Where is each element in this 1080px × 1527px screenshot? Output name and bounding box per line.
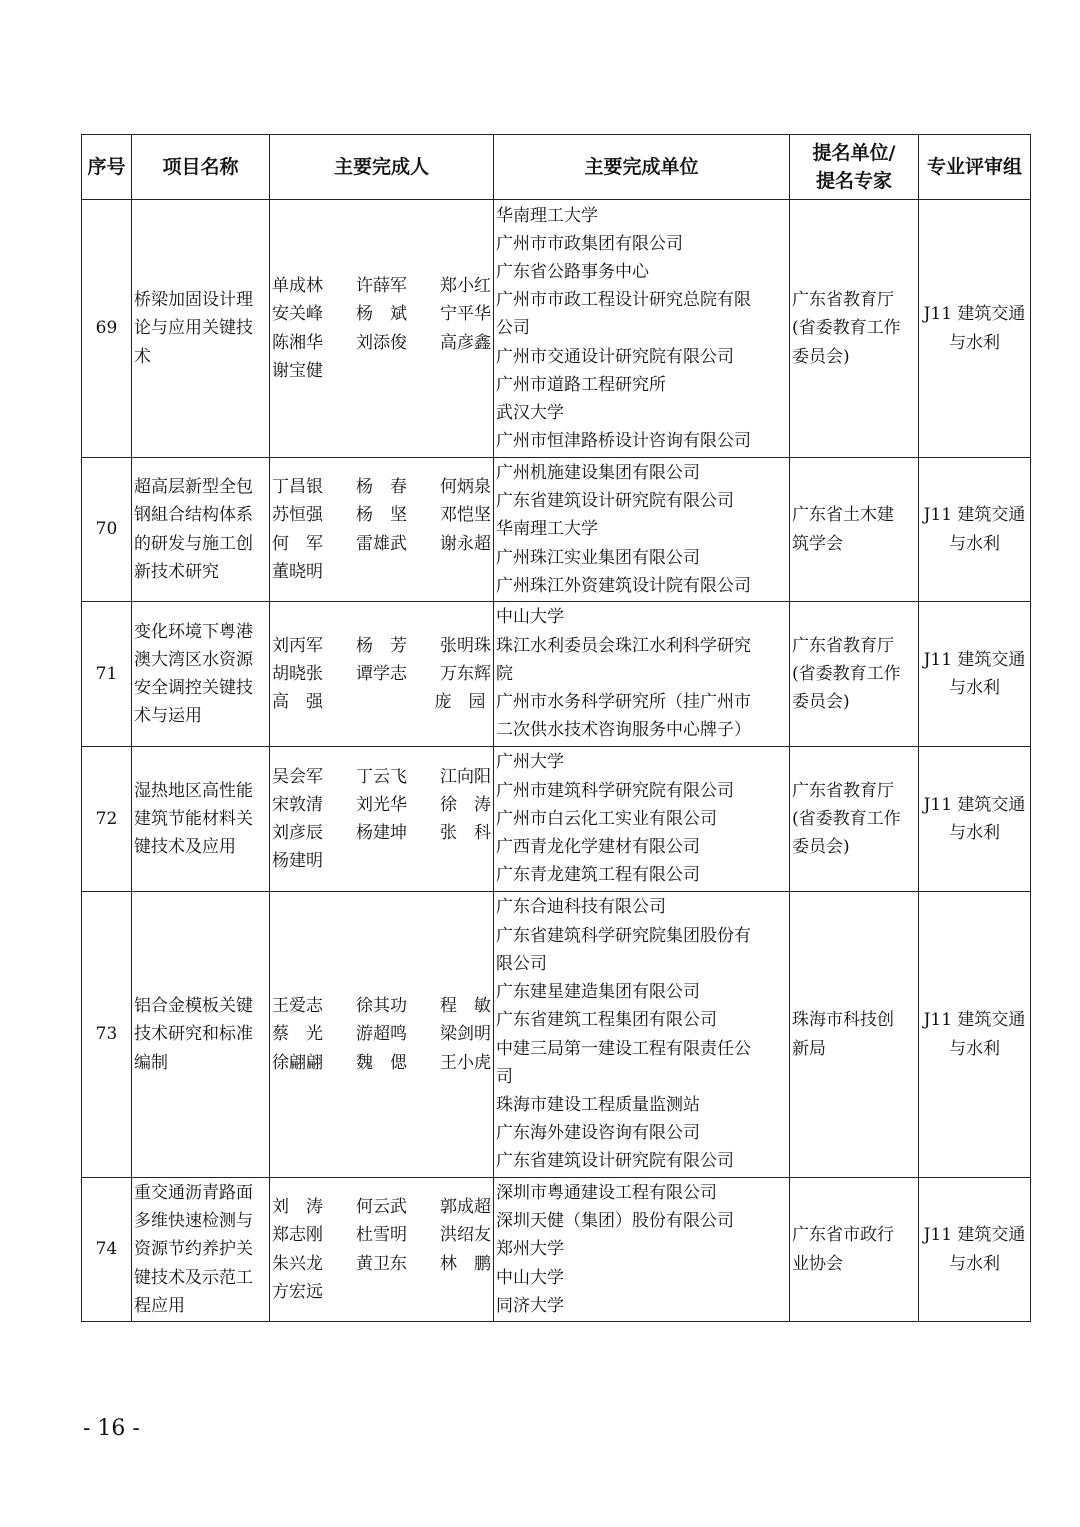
person-name: 张 科	[440, 823, 491, 843]
person-line	[272, 1278, 491, 1306]
nominator-line: (省委教育工作	[792, 808, 901, 829]
person-name: 谭学志	[356, 663, 407, 684]
header-nominator-line: 提名专家	[815, 170, 892, 192]
unit-line: 广东建星建造集团有限公司	[496, 982, 700, 1003]
person-name: 蔡 光	[272, 1024, 323, 1045]
person-name: 邓恺坚	[440, 505, 491, 526]
main-units	[494, 602, 790, 747]
project-name-line: 变化环境下粤港	[134, 621, 253, 642]
person-name: 庞 园	[434, 692, 486, 713]
nominator	[790, 747, 919, 892]
unit-line: 广东省建筑工程集团有限公司	[496, 1010, 717, 1031]
unit-line: 中山大学	[496, 607, 564, 628]
review-group-line: 与水利	[949, 332, 1000, 353]
person-name: 刘光华	[356, 794, 407, 815]
person-name: 安关峰	[272, 304, 323, 325]
person-name: 何云武	[356, 1197, 407, 1218]
unit-line: 广州机施建设集团有限公司	[496, 462, 700, 483]
unit-line: 华南理工大学	[496, 519, 598, 540]
person-name: 宋敦清	[272, 794, 323, 815]
person-line	[272, 791, 491, 819]
unit-line: 广东省公路事务中心	[496, 261, 649, 282]
project-name	[132, 747, 270, 892]
project-name-line: 论与应用关键技	[134, 318, 253, 339]
person-line	[272, 1221, 491, 1249]
nominator	[790, 458, 919, 602]
review-group	[919, 458, 1031, 602]
unit-line: 广州市交通设计研究院有限公司	[496, 346, 734, 367]
person-name: 洪绍友	[440, 1225, 491, 1246]
person-name: 杜雪明	[356, 1225, 407, 1246]
review-group-line: J11 建筑交通	[923, 794, 1026, 815]
unit-line: 司	[496, 1066, 513, 1087]
review-group	[919, 892, 1031, 1178]
main-persons	[270, 602, 494, 747]
person-name: 刘彦辰	[272, 823, 323, 843]
project-name-line: 术与运用	[134, 706, 202, 727]
unit-line: 珠江水利委员会珠江水利科学研究	[496, 635, 751, 656]
person-name: 郑志刚	[272, 1225, 323, 1246]
unit-line: 广东省建筑设计研究院有限公司	[496, 1151, 734, 1172]
unit-line: 广西青龙化学建材有限公司	[496, 837, 700, 858]
person-name: 徐其功	[356, 996, 407, 1017]
project-name-line: 技术研究和标准	[134, 1024, 253, 1045]
review-group-line: 与水利	[949, 1038, 1000, 1059]
nominator	[790, 200, 919, 458]
row-number: 74	[82, 1178, 132, 1322]
project-name-line: 桥梁加固设计理	[134, 290, 253, 311]
review-group	[919, 1178, 1031, 1322]
person-name: 何炳泉	[440, 477, 491, 498]
nominator-line: 新局	[792, 1038, 826, 1059]
person-line	[272, 688, 491, 716]
person-name: 何 军	[272, 533, 323, 554]
person-name: 单成林	[272, 276, 323, 297]
project-name	[132, 892, 270, 1178]
unit-line: 广州市市政工程设计研究总院有限	[496, 290, 751, 311]
person-name: 高 强	[272, 692, 323, 713]
main-persons	[270, 458, 494, 602]
main-units	[494, 892, 790, 1178]
nominator-line: 广东省教育厅	[792, 780, 894, 801]
person-name: 杨建坤	[356, 823, 407, 843]
table-row	[82, 602, 1031, 747]
main-persons	[270, 1178, 494, 1322]
row-number: 73	[82, 892, 132, 1178]
person-name: 林 鹏	[440, 1253, 491, 1274]
person-name: 谢宝健	[272, 360, 323, 381]
person-name: 杨 芳	[356, 635, 407, 656]
person-name: 苏恒强	[272, 505, 323, 526]
project-name	[132, 200, 270, 458]
person-name: 江向阳	[440, 766, 491, 787]
person-name: 吴会军	[272, 766, 323, 787]
nominator-line: 筑学会	[792, 533, 843, 554]
person-name: 胡晓张	[272, 663, 323, 684]
unit-line: 广东合迪科技有限公司	[496, 897, 666, 918]
project-name-line: 术	[134, 346, 151, 367]
person-name: 杨建明	[272, 851, 323, 872]
nominator-line: (省委教育工作	[792, 663, 901, 684]
person-line	[272, 763, 491, 791]
person-name: 雷雄武	[356, 533, 407, 554]
person-name: 王爱志	[272, 996, 323, 1017]
project-name-line: 键技术及应用	[134, 837, 236, 858]
awards-table	[81, 134, 1031, 1322]
person-line	[272, 501, 491, 529]
project-name-line: 钢組合结构体系	[134, 505, 253, 526]
unit-line: 广东青龙建筑工程有限公司	[496, 865, 700, 886]
nominator-line: 广东省土木建	[792, 505, 894, 526]
main-units	[494, 458, 790, 602]
person-name: 张明珠	[440, 635, 491, 656]
person-name: 董晓明	[272, 561, 323, 582]
project-name-line: 澳大湾区水资源	[134, 649, 253, 670]
project-name	[132, 458, 270, 602]
project-name-line: 铝合金模板关键	[134, 996, 253, 1017]
nominator-line: 广东省市政行	[792, 1225, 894, 1246]
person-name: 郑小红	[440, 276, 491, 297]
person-name: 陈湘华	[272, 332, 323, 353]
person-name: 徐 涛	[440, 794, 491, 815]
person-line	[272, 632, 491, 660]
project-name	[132, 1178, 270, 1322]
project-name-line: 超高层新型全包	[134, 477, 253, 498]
table-row	[82, 1178, 1031, 1322]
person-name: 谢永超	[440, 533, 491, 554]
unit-line: 二次供水技术咨询服务中心牌子）	[496, 720, 751, 741]
person-line	[272, 357, 491, 385]
main-persons	[270, 200, 494, 458]
person-line	[272, 847, 491, 875]
person-name: 杨 斌	[356, 304, 407, 325]
nominator-line: 珠海市科技创	[792, 1010, 894, 1031]
unit-line: 深圳天健（集团）股份有限公司	[496, 1211, 734, 1232]
person-name: 丁云飞	[356, 766, 407, 787]
unit-line: 中山大学	[496, 1267, 564, 1288]
header-row	[82, 135, 1031, 200]
unit-line: 广州珠江外资建筑设计院有限公司	[496, 575, 751, 596]
review-group-line: J11 建筑交通	[923, 649, 1026, 670]
unit-line: 广州市恒津路桥设计咨询有限公司	[496, 431, 751, 452]
unit-line: 深圳市粤通建设工程有限公司	[496, 1182, 717, 1203]
review-group-line: 与水利	[949, 533, 1000, 554]
person-name: 刘 涛	[272, 1197, 323, 1218]
person-line	[272, 1020, 491, 1048]
review-group-line: J11 建筑交通	[923, 304, 1026, 325]
nominator	[790, 1178, 919, 1322]
person-line	[272, 272, 491, 300]
row-number: 71	[82, 602, 132, 747]
person-line	[272, 329, 491, 357]
unit-line: 广州市白云化工实业有限公司	[496, 808, 717, 829]
person-name: 许薛军	[356, 276, 407, 297]
review-group-line: J11 建筑交通	[923, 1225, 1026, 1246]
person-name: 魏 偲	[356, 1052, 407, 1073]
person-name: 程 敏	[440, 996, 491, 1017]
project-name-line: 重交通沥青路面	[134, 1182, 253, 1203]
person-name: 高彦鑫	[440, 332, 491, 353]
header-main-units: 主要完成单位	[494, 135, 790, 200]
project-name-line: 建筑节能材料关	[134, 808, 253, 829]
unit-line: 广东海外建设咨询有限公司	[496, 1123, 700, 1144]
nominator-line: 业协会	[792, 1253, 843, 1274]
person-name: 朱兴龙	[272, 1253, 323, 1274]
header-no: 序号	[82, 135, 132, 200]
review-group-line: J11 建筑交通	[923, 1010, 1026, 1031]
main-units	[494, 200, 790, 458]
review-group	[919, 200, 1031, 458]
person-line	[272, 300, 491, 328]
header-project-name: 项目名称	[132, 135, 270, 200]
person-name: 黄卫东	[356, 1253, 407, 1274]
project-name-line: 新技术研究	[134, 561, 219, 582]
person-line	[272, 473, 491, 501]
project-name-line: 资源节约养护关	[134, 1239, 253, 1260]
header-nominator-line: 提名单位/	[812, 142, 896, 164]
unit-line: 广州市建筑科学研究院有限公司	[496, 780, 734, 801]
nominator-line: 委员会)	[792, 346, 850, 367]
row-number: 69	[82, 200, 132, 458]
person-name: 游超鸣	[356, 1024, 407, 1045]
review-group-line: J11 建筑交通	[923, 505, 1026, 526]
unit-line: 华南理工大学	[496, 205, 598, 226]
main-persons	[270, 892, 494, 1178]
nominator-line: 委员会)	[792, 837, 850, 858]
nominator	[790, 892, 919, 1178]
person-name: 杨 坚	[356, 505, 407, 526]
unit-line: 广州市水务科学研究所（挂广州市	[496, 692, 751, 713]
person-line	[272, 819, 491, 847]
nominator-line: (省委教育工作	[792, 318, 901, 339]
person-name: 王小虎	[440, 1052, 491, 1073]
table-body	[82, 200, 1031, 1322]
table-row	[82, 892, 1031, 1178]
project-name-line: 湿热地区高性能	[134, 780, 253, 801]
unit-line: 同济大学	[496, 1295, 564, 1316]
header-main-persons: 主要完成人	[270, 135, 494, 200]
row-number: 72	[82, 747, 132, 892]
person-name: 郭成超	[440, 1197, 491, 1218]
main-persons	[270, 747, 494, 892]
project-name-line: 多维快速检测与	[134, 1211, 253, 1232]
person-line	[272, 1049, 491, 1077]
person-line	[272, 1250, 491, 1278]
project-name-line: 的研发与施工创	[134, 533, 253, 554]
unit-line: 中建三局第一建设工程有限责任公	[496, 1038, 751, 1059]
unit-line: 珠海市建设工程质量监测站	[496, 1094, 700, 1115]
person-name: 刘添俊	[356, 332, 407, 353]
header-nominator	[790, 135, 919, 200]
person-line	[272, 530, 491, 558]
page-number: - 16 -	[83, 1416, 140, 1441]
person-line	[272, 660, 491, 688]
person-line	[272, 558, 491, 586]
review-group	[919, 747, 1031, 892]
project-name-line: 程应用	[134, 1295, 185, 1316]
project-name-line: 键技术及示范工	[134, 1267, 253, 1288]
person-name: 刘丙军	[272, 635, 323, 656]
table-row	[82, 200, 1031, 458]
table-row	[82, 458, 1031, 602]
person-name: 宁平华	[440, 304, 491, 325]
person-name: 丁昌银	[272, 477, 323, 498]
unit-line: 广东省建筑科学研究院集团股份有	[496, 925, 751, 946]
unit-line: 广东省建筑设计研究院有限公司	[496, 491, 734, 512]
main-units	[494, 747, 790, 892]
review-group	[919, 602, 1031, 747]
person-name: 徐翩翩	[272, 1052, 323, 1073]
row-number: 70	[82, 458, 132, 602]
nominator	[790, 602, 919, 747]
unit-line: 公司	[496, 318, 530, 339]
person-name: 杨 春	[356, 477, 407, 498]
person-name: 万东辉	[440, 663, 491, 684]
main-units	[494, 1178, 790, 1322]
person-line	[272, 992, 491, 1020]
unit-line: 郑州大学	[496, 1239, 564, 1260]
review-group-line: 与水利	[949, 1253, 1000, 1274]
unit-line: 限公司	[496, 953, 547, 974]
header-review-group: 专业评审组	[919, 135, 1031, 200]
person-name: 梁剑明	[440, 1024, 491, 1045]
nominator-line: 广东省教育厅	[792, 290, 894, 311]
table-row	[82, 747, 1031, 892]
review-group-line: 与水利	[949, 823, 1000, 843]
project-name	[132, 602, 270, 747]
person-name: 方宏远	[272, 1281, 323, 1302]
project-name-line: 编制	[134, 1052, 168, 1073]
unit-line: 广州大学	[496, 752, 564, 773]
review-group-line: 与水利	[949, 678, 1000, 698]
unit-line: 武汉大学	[496, 403, 564, 423]
unit-line: 广州市道路工程研究所	[496, 374, 666, 395]
unit-line: 院	[496, 663, 513, 684]
project-name-line: 安全调控关键技	[134, 678, 253, 698]
person-line	[272, 1193, 491, 1221]
nominator-line: 委员会)	[792, 692, 850, 713]
nominator-line: 广东省教育厅	[792, 635, 894, 656]
unit-line: 广州珠江实业集团有限公司	[496, 547, 700, 568]
unit-line: 广州市市政集团有限公司	[496, 233, 683, 254]
